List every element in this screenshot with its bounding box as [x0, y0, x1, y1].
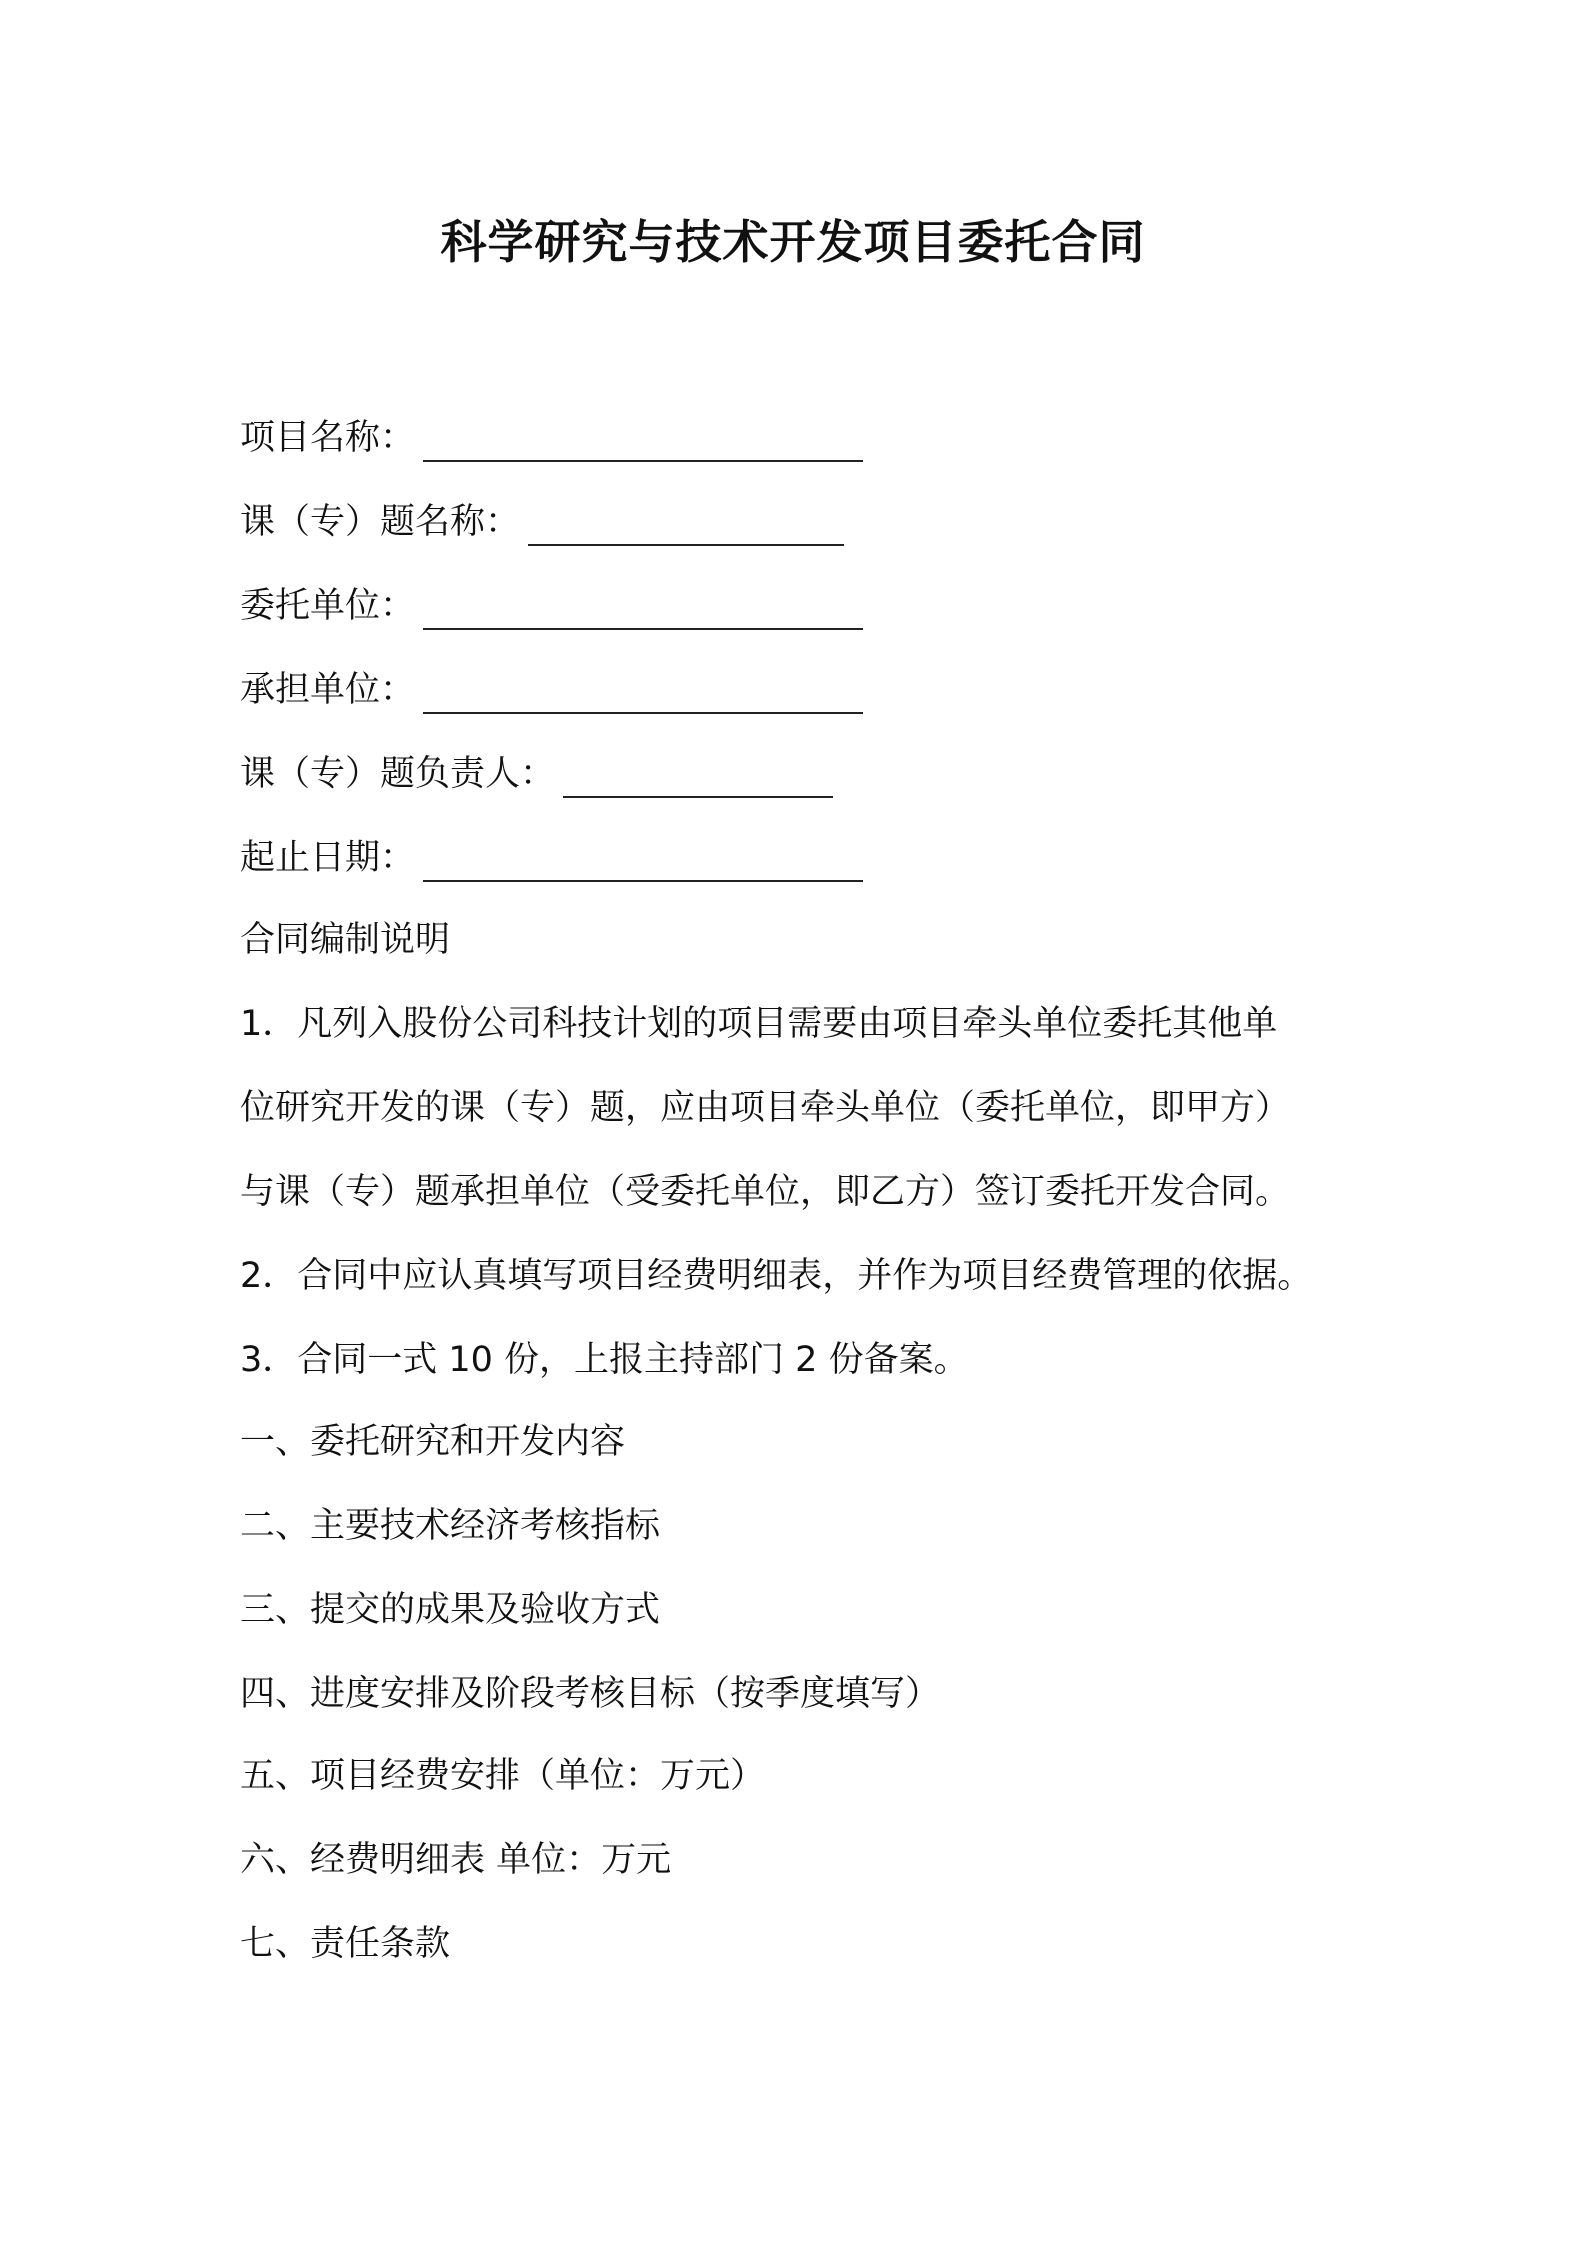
field-undertaking-unit: [240, 666, 863, 714]
notes-line: 2．合同中应认真填写项目经费明细表，并作为项目经费管理的依据。: [240, 1256, 1313, 1296]
field-project-name: [240, 414, 863, 462]
field-subject-leader: [240, 750, 833, 798]
fill-blank[interactable]: [528, 510, 844, 546]
notes-line: 1．凡列入股份公司科技计划的项目需要由项目牵头单位委托其他单: [240, 1004, 1278, 1044]
section-heading: 七、责任条款: [240, 1924, 451, 1964]
field-label: 课（专）题负责人：: [240, 754, 556, 794]
field-label: 起止日期：: [240, 838, 416, 878]
fill-blank[interactable]: [423, 678, 863, 714]
fill-blank[interactable]: [423, 426, 863, 462]
fill-blank[interactable]: [423, 594, 863, 630]
notes-line: 位研究开发的课（专）题，应由项目牵头单位（委托单位，即甲方）: [240, 1088, 1291, 1128]
field-label: 委托单位：: [240, 586, 416, 626]
notes-heading: 合同编制说明: [240, 920, 451, 960]
field-label: 承担单位：: [240, 670, 416, 710]
document-title: 科学研究与技术开发项目委托合同: [440, 215, 1146, 269]
section-heading: 三、提交的成果及验收方式: [240, 1590, 661, 1630]
section-heading: 五、项目经费安排（单位：万元）: [240, 1756, 766, 1796]
fill-blank[interactable]: [423, 846, 863, 882]
field-label: 课（专）题名称：: [240, 502, 521, 542]
fill-blank[interactable]: [563, 762, 833, 798]
field-client-unit: [240, 582, 863, 630]
field-date-range: [240, 834, 863, 882]
notes-line: 3．合同一式 10 份，上报主持部门 2 份备案。: [240, 1340, 969, 1380]
field-label: 项目名称：: [240, 418, 416, 458]
section-heading: 一、委托研究和开发内容: [240, 1422, 626, 1462]
section-heading: 四、进度安排及阶段考核目标（按季度填写）: [240, 1674, 941, 1714]
field-subject-name: [240, 498, 844, 546]
notes-line: 与课（专）题承担单位（受委托单位，即乙方）签订委托开发合同。: [240, 1172, 1291, 1212]
section-heading: 六、经费明细表 单位：万元: [240, 1840, 672, 1880]
section-heading: 二、主要技术经济考核指标: [240, 1506, 661, 1546]
